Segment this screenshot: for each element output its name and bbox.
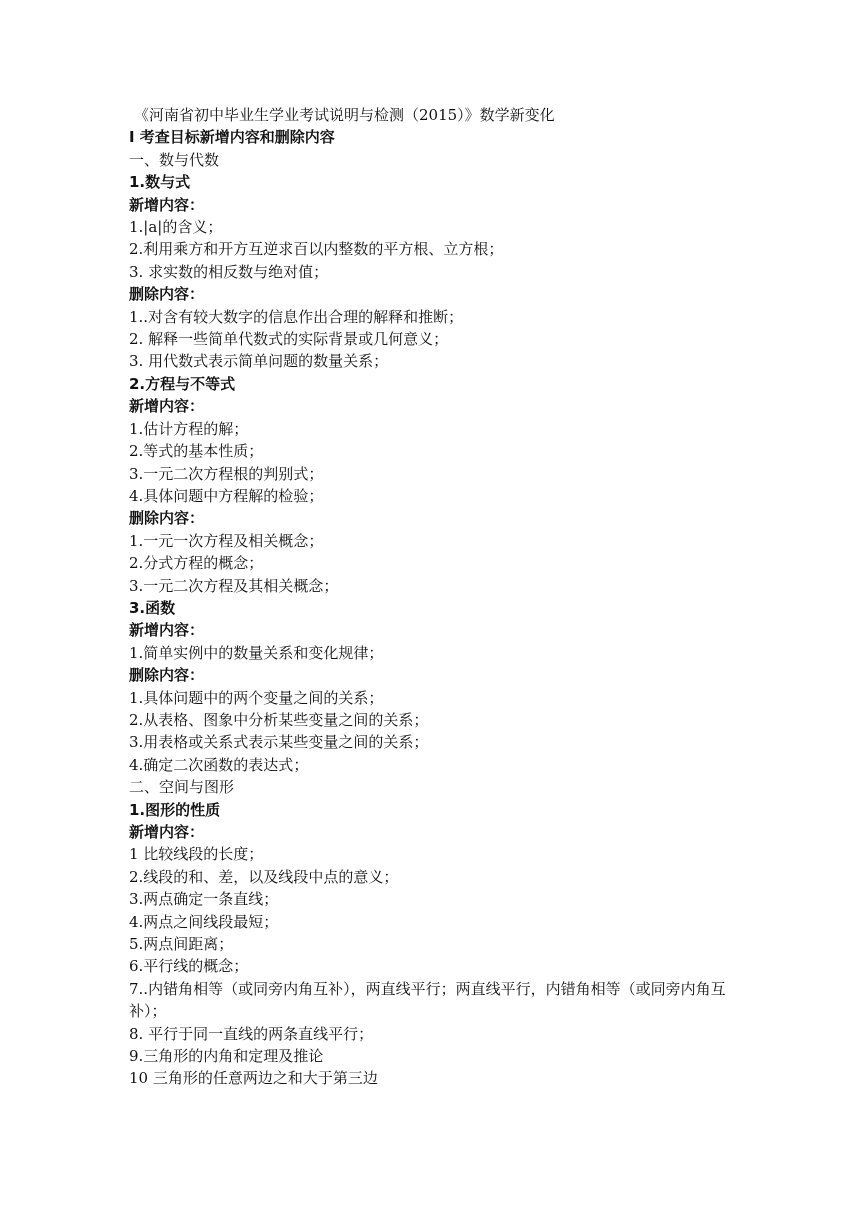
list-item: 6.平行线的概念；: [129, 957, 249, 976]
list-item: 1 比较线段的长度；: [129, 845, 264, 864]
list-item: 1..对含有较大数字的信息作出合理的解释和推断；: [129, 307, 464, 326]
list-item: 1.具体问题中的两个变量之间的关系；: [129, 688, 384, 707]
added-label: 新增内容：: [129, 621, 205, 640]
list-item: 2. 解释一些简单代数式的实际背景或几何意义；: [129, 330, 449, 349]
list-item: 3.一元二次方程根的判别式；: [129, 464, 324, 483]
list-item: 2.从表格、图象中分析某些变量之间的关系；: [129, 710, 429, 729]
list-item: 4.具体问题中方程解的检验；: [129, 486, 324, 505]
list-item: 8. 平行于同一直线的两条直线平行；: [129, 1024, 374, 1043]
subsection-heading: 1.数与式: [129, 173, 191, 192]
list-item: 2.等式的基本性质；: [129, 442, 264, 461]
subsection-heading: 2.方程与不等式: [129, 374, 236, 393]
list-item: 2.利用乘方和开方互逆求百以内整数的平方根、立方根；: [129, 240, 504, 259]
list-item: 1.|a|的含义；: [129, 218, 223, 237]
list-item: 1.简单实例中的数量关系和变化规律；: [129, 643, 384, 662]
added-label: 新增内容：: [129, 195, 205, 214]
document-body: [129, 104, 749, 1090]
added-label: 新增内容：: [129, 823, 205, 841]
list-item: 3. 用代数式表示简单问题的数量关系；: [129, 352, 389, 371]
part-heading: 二、空间与图形: [129, 778, 235, 797]
removed-label: 删除内容：: [129, 509, 205, 528]
list-item: 3. 求实数的相反数与绝对值；: [129, 262, 329, 281]
removed-label: 删除内容：: [129, 285, 205, 304]
list-item: 2.分式方程的概念；: [129, 554, 264, 573]
document-title: 《河南省初中毕业生学业考试说明与检测（2015）》数学新变化: [134, 106, 555, 124]
list-item: 9.三角形的内角和定理及推论: [129, 1047, 324, 1066]
list-item: 5.两点间距离；: [129, 935, 234, 954]
subsection-heading: 1.图形的性质: [129, 800, 221, 819]
list-item: 1.一元一次方程及相关概念；: [129, 531, 324, 550]
part-heading: 一、数与代数: [129, 150, 220, 169]
removed-label: 删除内容：: [129, 666, 205, 685]
list-item: 3.两点确定一条直线；: [129, 890, 279, 909]
list-item: 3.一元二次方程及其相关概念；: [129, 576, 339, 595]
list-item: 10 三角形的任意两边之和大于第三边: [129, 1069, 378, 1088]
list-item: 1.估计方程的解；: [129, 419, 249, 438]
list-item: 4.两点之间线段最短；: [129, 912, 279, 931]
subsection-heading: 3.函数: [129, 598, 176, 617]
list-item: 2.线段的和、差，以及线段中点的意义；: [129, 867, 399, 886]
list-item: 3.用表格或关系式表示某些变量之间的关系；: [129, 733, 429, 752]
list-item: 7..内错角相等（或同旁内角互补），两直线平行；两直线平行，内错角相等（或同旁内角互补）；: [129, 979, 726, 1021]
section-heading: Ⅰ 考查目标新增内容和删除内容: [129, 128, 335, 147]
list-item: 4.确定二次函数的表达式；: [129, 755, 309, 774]
added-label: 新增内容：: [129, 397, 205, 416]
